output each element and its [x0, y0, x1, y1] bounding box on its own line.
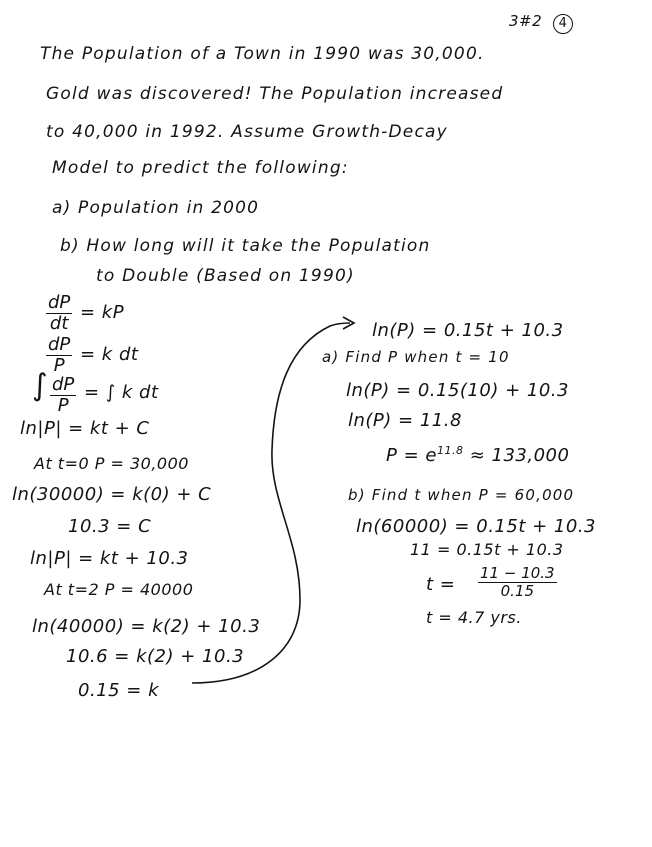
derivative-numerator: dP — [48, 292, 71, 313]
separated-denominator: P — [53, 355, 65, 376]
part-b-step-2: 11 = 0.15t + 10.3 — [410, 540, 564, 559]
part-a-step-3 — [386, 444, 569, 466]
connector-arrowhead — [343, 317, 354, 329]
step-4: ln|P| = kt + C — [20, 418, 150, 439]
problem-line-4: Model to predict the following: — [52, 158, 349, 178]
part-b-fraction — [478, 566, 557, 599]
step-7: 10.3 = C — [68, 516, 152, 537]
part-a-exponent: 11.8 — [436, 444, 464, 457]
problem-line-2: Gold was discovered! The Population increased — [46, 84, 504, 104]
step-6: ln(30000) = k(0) + C — [12, 484, 212, 505]
step-5: At t=0 P = 30,000 — [34, 454, 189, 473]
step-12: 0.15 = k — [78, 680, 160, 701]
integrand-fraction — [50, 376, 76, 415]
step-9: At t=2 P = 40000 — [44, 580, 194, 599]
integrand-denominator: P — [57, 395, 69, 416]
page-reference: 3#2 — [509, 12, 543, 30]
separated-fraction — [46, 336, 72, 375]
part-a-step-3-base: P = e — [386, 445, 437, 466]
part-b-step-1: ln(60000) = 0.15t + 10.3 — [356, 516, 596, 537]
growth-model: ln(P) = 0.15t + 10.3 — [372, 320, 564, 341]
step-11: 10.6 = k(2) + 10.3 — [66, 646, 245, 667]
part-b-label: b) Find t when P = 60,000 — [348, 486, 575, 504]
step-8: ln|P| = kt + 10.3 — [30, 548, 189, 569]
separated-numerator: dP — [48, 334, 71, 355]
part-b-answer: t = 4.7 yrs. — [426, 608, 522, 627]
part-a-label: a) Find P when t = 10 — [322, 348, 510, 366]
problem-part-a: a) Population in 2000 — [52, 198, 260, 218]
problem-line-1: The Population of a Town in 1990 was 30,000. — [40, 44, 485, 64]
step-2-rhs: = k dt — [80, 344, 139, 365]
part-a-step-3-approx: ≈ 133,000 — [463, 445, 570, 466]
step-10: ln(40000) = k(2) + 10.3 — [32, 616, 261, 637]
part-b-step-3-lhs: t = — [426, 574, 456, 595]
step-1-rhs: = kP — [80, 302, 125, 323]
derivative-denominator: dt — [49, 313, 69, 334]
integrand-numerator: dP — [52, 374, 75, 395]
integral-sign: ∫ — [32, 368, 49, 403]
part-b-denominator: 0.15 — [500, 582, 534, 600]
page-number: 4 — [553, 14, 573, 34]
part-b-numerator: 11 − 10.3 — [480, 564, 555, 582]
problem-part-b-line-2: to Double (Based on 1990) — [96, 266, 355, 286]
problem-line-3: to 40,000 in 1992. Assume Growth-Decay — [46, 122, 448, 142]
page-number-badge — [553, 12, 573, 34]
step-3-rhs: = ∫ k dt — [84, 382, 159, 403]
part-a-step-2: ln(P) = 11.8 — [348, 410, 462, 431]
part-a-step-1: ln(P) = 0.15(10) + 10.3 — [346, 380, 569, 401]
problem-part-b-line-1: b) How long will it take the Population — [60, 236, 431, 256]
derivative-fraction — [46, 294, 72, 333]
